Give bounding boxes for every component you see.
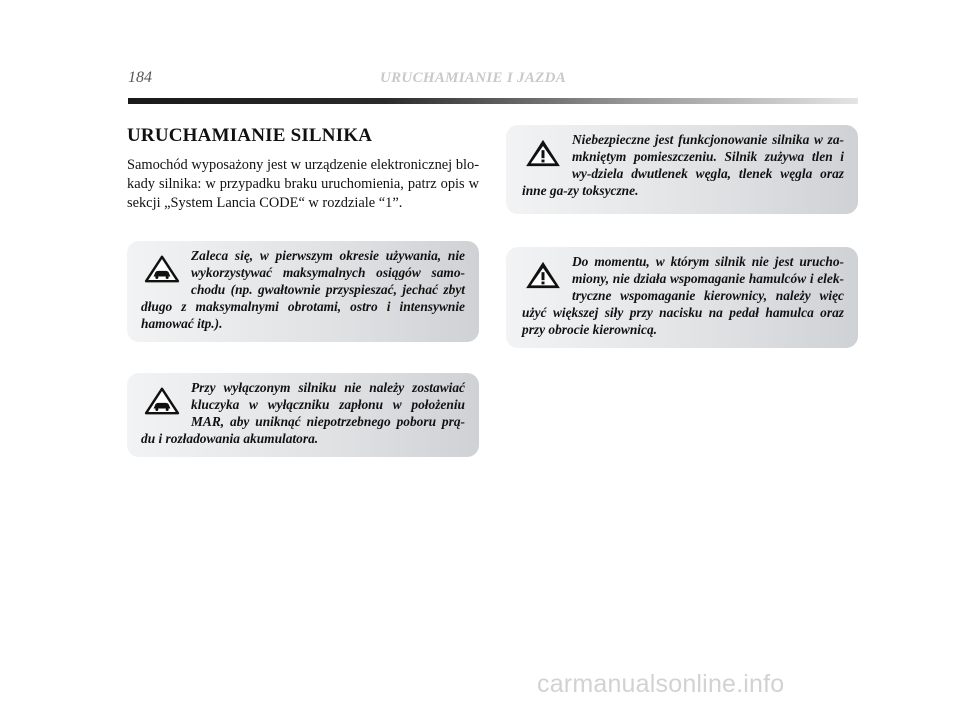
note-text: Przy wyłączonym silniku nie należy zostawiać kluczyka w wyłączniku zapłonu w położeniu MAR, aby uniknąć niepotrzebnego poboru prą-du i rozładowania akumulatora. (141, 380, 465, 446)
warning-triangle-icon (524, 138, 562, 168)
page-number: 184 (128, 69, 152, 86)
car-triangle-icon (143, 386, 181, 416)
intro-paragraph: Samochód wyposażony jest w urządzenie elektronicznej blo-kady silnika: w przypadku braku uruchomienia, patrz opis w sekcji „System Lancia CODE“ w rozdziale “1”. (127, 157, 479, 211)
note-box-ignition-key (127, 373, 479, 457)
chapter-title: URUCHAMIANIE I JAZDA (380, 70, 567, 86)
warning-text: Niebezpieczne jest funkcjonowanie silnika w za-mkniętym pomieszczeniu. Silnik zużywa tlen i wy-dziela dwutlenek węgla, tlenek węgla oraz inne ga-zy toksyczne. (522, 132, 844, 198)
warning-box-closed-room (506, 125, 858, 214)
watermark: carmanualsonline.info (537, 670, 785, 698)
note-box-engine-breakin (127, 241, 479, 342)
section-title: URUCHAMIANIE SILNIKA (127, 125, 373, 146)
car-triangle-icon (143, 254, 181, 284)
warning-triangle-icon (524, 260, 562, 290)
header-divider (128, 98, 858, 104)
note-text: Zaleca się, w pierwszym okresie używania, nie wykorzystywać maksymalnych osiągów samo-chodu (np. gwałtownie przyspieszać, jechać zbyt długo z maksymalnymi obrotami, ostro i intensywnie hamować itp.). (141, 248, 465, 331)
warning-box-brake-assist (506, 247, 858, 348)
warning-text: Do momentu, w którym silnik nie jest urucho-miony, nie działa wspomaganie hamulców i elek-tryczne wspomaganie kierownicy, należy więc użyć większej siły przy nacisku na pedał hamulca oraz przy obrocie kierownicą. (522, 254, 844, 337)
